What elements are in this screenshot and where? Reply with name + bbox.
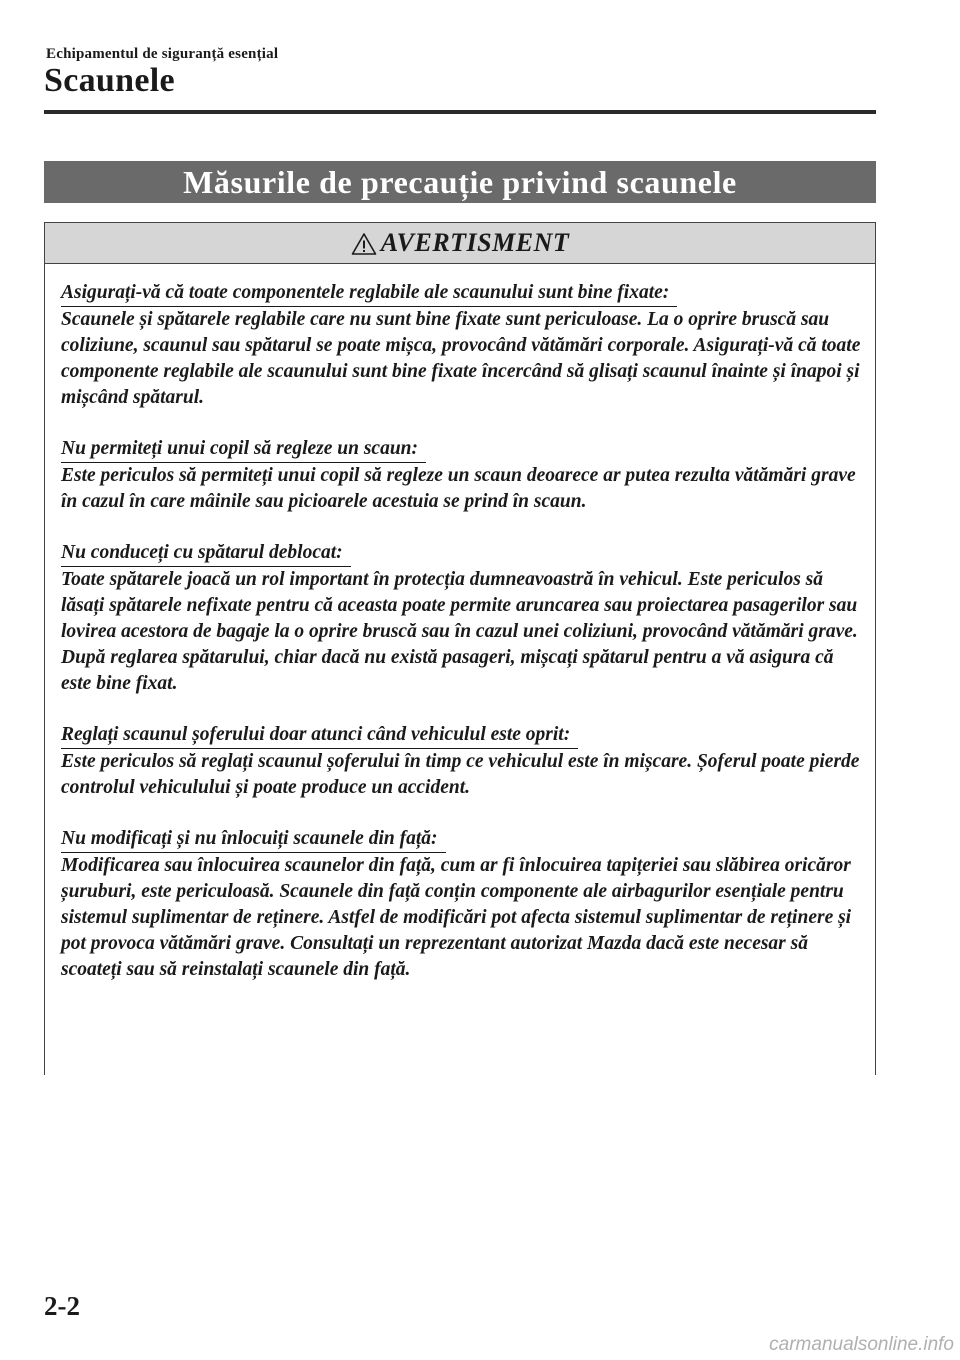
warning-triangle-icon [351,232,377,256]
warning-header [45,223,875,264]
warning-item-text: Este periculos să reglați scaunul șoferului în timp ce vehiculul este în mișcare. Șoferul poate pierde controlul vehiculului și poate produce un accident. [61,751,860,798]
header-rule [44,110,876,114]
watermark[interactable]: carmanualsonline.info [769,1334,954,1355]
warning-box [44,222,876,1075]
topic-banner: Măsurile de precauție privind scaunele [44,161,876,203]
warning-item [61,280,861,411]
warning-body [45,264,875,983]
warning-item [61,540,861,697]
warning-item-text: Modificarea sau înlocuirea scaunelor din față, cum ar fi înlocuirea tapițeriei sau slăbirea oricăror șuruburi, este periculoasă. Scaunele din față conțin componente ale airbagurilor esențiale pentru sistemul suplimentar de reținere. Astfel de modificări pot afecta sistemul suplimentar de reținere și pot provoca vătămări grave. Consultați un reprezentant autorizat Mazda dacă este necesar să scoateți sau să reinstalați scaunele din față. [61,855,852,980]
warning-label: AVERTISMENT [380,228,570,257]
warning-item-text: Toate spătarele joacă un rol important în protecția dumneavoastră în vehicul. Este periculos să lăsați spătarele nefixate pentru că aceasta poate permite aruncarea sau proiectarea pasagerilor sau lovirea acestora de bagaje la o oprire bruscă sau în cazul unei coliziuni, provocând vătămări grave. După reglarea spătarului, chiar dacă nu există pasageri, mișcați spătarul pentru a vă asigura că este bine fixat. [61,569,858,694]
warning-item [61,722,861,801]
warning-item [61,826,861,983]
warning-item-heading: Nu permiteți unui copil să regleze un scaun: [61,436,426,463]
warning-item [61,436,861,515]
warning-item-heading: Nu modificați și nu înlocuiți scaunele din față: [61,826,446,853]
section-title: Scaunele [44,62,175,99]
warning-item-heading: Nu conduceți cu spătarul deblocat: [61,540,351,567]
warning-item-heading: Asigurați-vă că toate componentele reglabile ale scaunului sunt bine fixate: [61,280,677,307]
running-header: Echipamentul de siguranță esențial [46,46,279,62]
warning-item-text: Este periculos să permiteți unui copil să regleze un scaun deoarece ar putea rezulta vătămări grave în cazul în care mâinile sau picioarele acestuia se prind în scaun. [61,465,856,512]
warning-item-text: Scaunele și spătarele reglabile care nu sunt bine fixate sunt periculoase. La o oprire bruscă sau coliziune, scaunul sau spătarul se poate mișca, provocând vătămări corporale. Asigurați-vă că toate componente reglabile ale scaunului sunt bine fixate încercând să glisați scaunul înainte și înapoi și mișcând spătarul. [61,309,861,408]
page-number: 2-2 [44,1291,80,1321]
warning-item-heading: Reglați scaunul șoferului doar atunci când vehiculul este oprit: [61,722,578,749]
